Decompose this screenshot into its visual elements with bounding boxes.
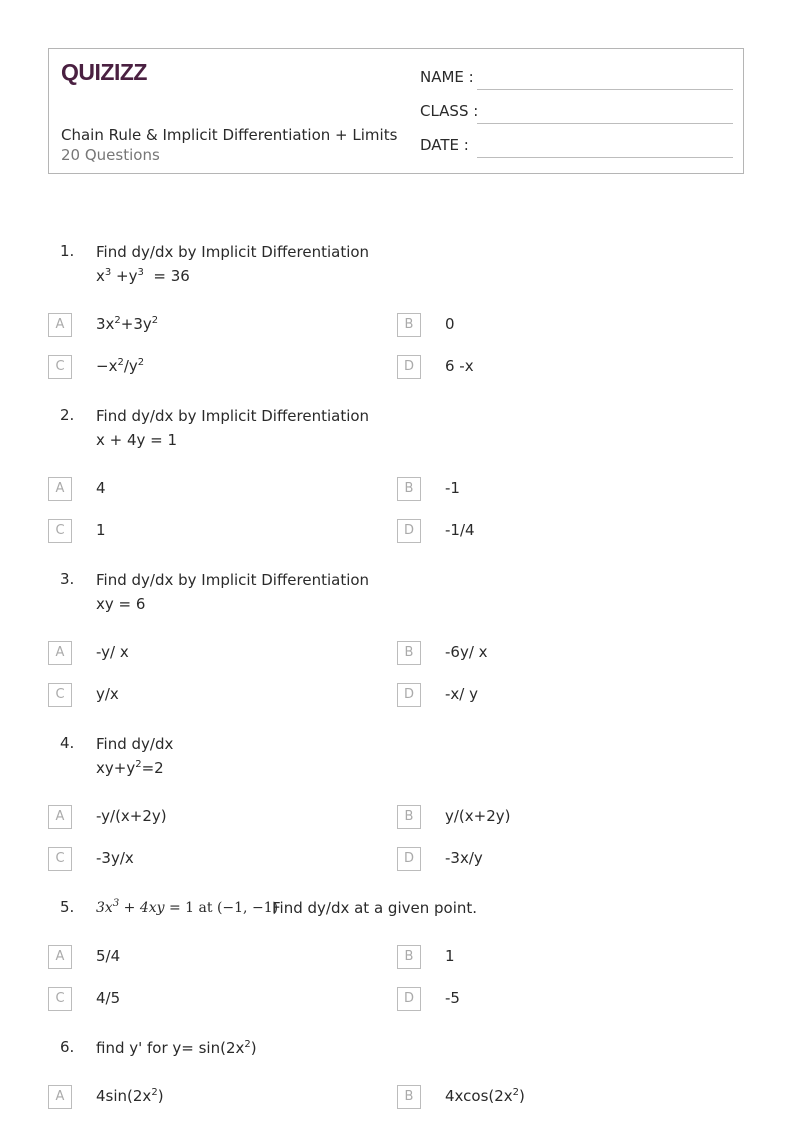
option-1c[interactable] <box>48 355 348 379</box>
option-2c[interactable] <box>48 519 348 543</box>
option-letter: C <box>48 683 72 707</box>
date-label: DATE : <box>420 136 469 154</box>
option-text: -y/(x+2y) <box>96 807 167 825</box>
option-letter: A <box>48 805 72 829</box>
question-prompt: Find dy/dx by Implicit Differentiation <box>96 571 370 589</box>
option-text: $4\sin(2x^2)$ <box>96 1087 164 1105</box>
option-3c[interactable] <box>48 683 348 707</box>
option-letter: A <box>48 313 72 337</box>
option-4d[interactable] <box>397 847 697 871</box>
option-letter: C <box>48 987 72 1011</box>
class-label: CLASS : <box>420 102 479 120</box>
option-6a[interactable] <box>48 1085 348 1109</box>
option-text: 5/4 <box>96 947 121 965</box>
date-field[interactable] <box>420 136 733 160</box>
option-4a[interactable] <box>48 805 348 829</box>
option-letter: B <box>397 477 421 501</box>
option-letter: B <box>397 805 421 829</box>
question-count: 20 Questions <box>61 146 160 164</box>
option-5a[interactable] <box>48 945 348 969</box>
option-text: -y/ x <box>96 643 129 661</box>
option-6b[interactable] <box>397 1085 697 1109</box>
option-text: $3x^2+3y^2$ <box>96 315 159 333</box>
date-line[interactable] <box>477 157 733 158</box>
option-5c[interactable] <box>48 987 348 1011</box>
option-3d[interactable] <box>397 683 697 707</box>
option-letter: B <box>397 313 421 337</box>
option-text: 0 <box>445 315 455 333</box>
option-text: -3x/y <box>445 849 483 867</box>
option-3b[interactable] <box>397 641 697 665</box>
question-number: 6. <box>60 1038 75 1056</box>
worksheet-header <box>48 48 744 174</box>
option-letter: B <box>397 945 421 969</box>
worksheet-title: Chain Rule & Implicit Differentiation + Limits <box>61 126 398 144</box>
question-number: 4. <box>60 734 75 752</box>
option-text: -x/ y <box>445 685 478 703</box>
option-letter: C <box>48 519 72 543</box>
option-letter: C <box>48 847 72 871</box>
option-text: 4/5 <box>96 989 121 1007</box>
question-number: 5. <box>60 898 75 916</box>
option-4c[interactable] <box>48 847 348 871</box>
question-prompt: find y' for $y= \sin(2x^2)$ <box>96 1039 257 1057</box>
option-letter: A <box>48 945 72 969</box>
option-letter: D <box>397 355 421 379</box>
option-text: y/(x+2y) <box>445 807 511 825</box>
option-text: 1 <box>445 947 455 965</box>
question-number: 3. <box>60 570 75 588</box>
option-letter: D <box>397 683 421 707</box>
svg-text:QUIZIZZ: QUIZIZZ <box>61 59 147 85</box>
option-letter: D <box>397 987 421 1011</box>
option-text: y/x <box>96 685 119 703</box>
option-letter: B <box>397 641 421 665</box>
name-line[interactable] <box>477 89 733 90</box>
question-equation: x + 4y = 1 <box>96 431 178 449</box>
option-2b[interactable] <box>397 477 697 501</box>
question-math-expression: $3x^3 + 4xy = 1$ at (−1, −1) <box>96 898 279 916</box>
option-3a[interactable] <box>48 641 348 665</box>
option-text: -1/4 <box>445 521 475 539</box>
option-5d[interactable] <box>397 987 697 1011</box>
option-text: -3y/x <box>96 849 134 867</box>
option-text: $-x^2/y^2$ <box>96 357 145 375</box>
option-letter: D <box>397 519 421 543</box>
quizizz-logo-mark <box>61 59 153 85</box>
quizizz-logo <box>61 59 153 85</box>
name-label: NAME : <box>420 68 474 86</box>
option-letter: A <box>48 1085 72 1109</box>
question-number: 1. <box>60 242 75 260</box>
option-1a[interactable] <box>48 313 348 337</box>
option-text: -5 <box>445 989 460 1007</box>
question-prompt: Find dy/dx by Implicit Differentiation <box>96 243 370 261</box>
question-equation: $x^3 +y^3 = 36$ <box>96 267 190 285</box>
option-1b[interactable] <box>397 313 697 337</box>
class-line[interactable] <box>477 123 733 124</box>
question-prompt: Find dy/dx at a given point. <box>272 899 478 917</box>
name-field[interactable] <box>420 68 733 92</box>
option-text: -6y/ x <box>445 643 488 661</box>
option-text: 1 <box>96 521 106 539</box>
option-letter: B <box>397 1085 421 1109</box>
option-text: 6 -x <box>445 357 474 375</box>
question-equation: xy = 6 <box>96 595 146 613</box>
option-letter: D <box>397 847 421 871</box>
option-text: -1 <box>445 479 460 497</box>
question-prompt: Find dy/dx <box>96 735 174 753</box>
option-1d[interactable] <box>397 355 697 379</box>
option-4b[interactable] <box>397 805 697 829</box>
question-prompt: Find dy/dx by Implicit Differentiation <box>96 407 370 425</box>
option-letter: A <box>48 641 72 665</box>
question-equation: $xy+y^2=2$ <box>96 759 164 777</box>
option-letter: A <box>48 477 72 501</box>
option-2a[interactable] <box>48 477 348 501</box>
option-letter: C <box>48 355 72 379</box>
question-number: 2. <box>60 406 75 424</box>
option-text: 4 <box>96 479 106 497</box>
class-field[interactable] <box>420 102 733 126</box>
option-2d[interactable] <box>397 519 697 543</box>
option-5b[interactable] <box>397 945 697 969</box>
option-text: $4xcos(2x^2)$ <box>445 1087 525 1105</box>
